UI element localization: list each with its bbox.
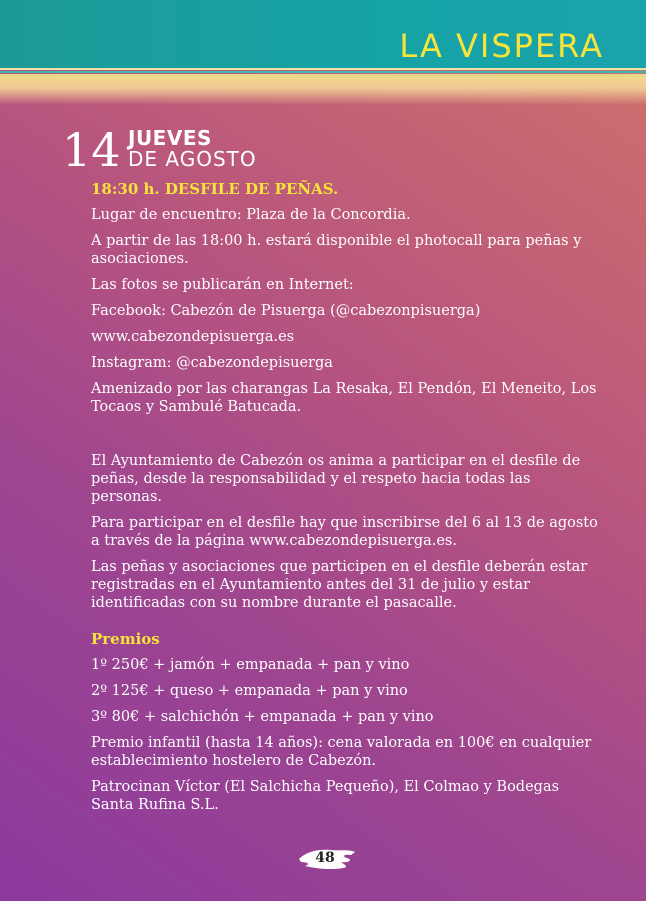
event-paragraph: El Ayuntamiento de Cabezón os anima a participar en el desfile de peñas, desde la responsabilidad y el respeto hacia todas las personas.: [91, 453, 581, 505]
page-number-badge: [297, 843, 357, 873]
page-number: 48: [315, 850, 335, 866]
prize-item: 3º 80€ + salchichón + empanada + pan y vino: [91, 709, 434, 725]
prize-item: 2º 125€ + queso + empanada + pan y vino: [91, 683, 408, 699]
section-title: LA VISPERA: [399, 27, 604, 65]
event-line: www.cabezondepisuerga.es: [91, 329, 295, 345]
date-number: 14: [62, 123, 121, 177]
header-bar: [0, 0, 646, 68]
date-weekday: JUEVES: [128, 126, 212, 150]
prize-item: Patrocinan Víctor (El Salchicha Pequeño), El Colmao y Bodegas Santa Rufina S.L.: [91, 779, 560, 813]
event-heading: 18:30 h. DESFILE DE PEÑAS.: [91, 180, 339, 198]
event-line: Instagram: @cabezondepisuerga: [91, 355, 333, 371]
prizes-heading: Premios: [91, 630, 160, 648]
spacer: [91, 620, 601, 630]
header-glow: [0, 77, 646, 105]
event-content: [91, 180, 601, 822]
prize-item: Premio infantil (hasta 14 años): cena valorada en 100€ en cualquier establecimiento hostelero de Cabezón.: [91, 735, 592, 769]
event-line: Las fotos se publicarán en Internet:: [91, 277, 354, 293]
event-paragraph: Las peñas y asociaciones que participen en el desfile deberán estar registradas en el Ayuntamiento antes del 31 de julio y estar identificadas con su nombre durante el pasacalle.: [91, 559, 588, 611]
spacer: [91, 424, 601, 452]
event-line: A partir de las 18:00 h. estará disponible el photocall para peñas y asociaciones.: [91, 233, 582, 267]
header-stripe: [0, 71, 646, 73]
event-line: Lugar de encuentro: Plaza de la Concordia.: [91, 207, 411, 223]
event-line: Amenizado por las charangas La Resaka, El Pendón, El Meneito, Los Tocaos y Sambulé Batucada.: [91, 381, 597, 415]
prize-item: 1º 250€ + jamón + empanada + pan y vino: [91, 657, 410, 673]
date-month: DE AGOSTO: [128, 147, 257, 171]
header-stripe: [0, 68, 646, 70]
event-line: Facebook: Cabezón de Pisuerga (@cabezonpisuerga): [91, 303, 481, 319]
event-paragraph: Para participar en el desfile hay que inscribirse del 6 al 13 de agosto a través de la página www.cabezondepisuerga.es.: [91, 515, 598, 549]
